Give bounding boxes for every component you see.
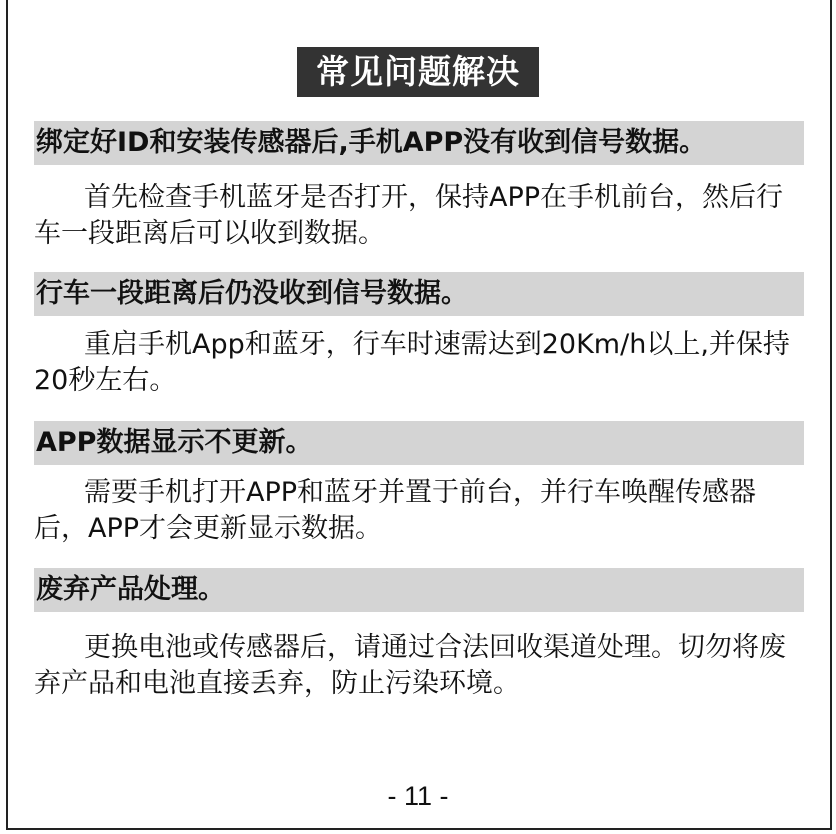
section-body-4: 更换电池或传感器后，请通过合法回收渠道处理。切勿将废弃产品和电池直接丢弃，防止污染环境。 [34,632,786,699]
page-number: - 11 - [387,781,449,811]
section-heading-3: APP数据显示不更新。 [34,421,804,465]
section-heading-1: 绑定好ID和安装传感器后,手机APP没有收到信号数据。 [34,121,804,165]
section-body-2: 重启手机App和蓝牙，行车时速需达到20Km/h以上,并保持20秒左右。 [34,329,790,396]
section-body-1: 首先检查手机蓝牙是否打开，保持APP在手机前台，然后行车一段距离后可以收到数据。 [34,182,784,249]
page-title: 常见问题解决 [297,47,539,97]
section-heading-2: 行车一段距离后仍没收到信号数据。 [34,272,804,316]
section-heading-4: 废弃产品处理。 [34,568,804,612]
section-body-3: 需要手机打开APP和蓝牙并置于前台，并行车唤醒传感器后，APP才会更新显示数据。 [34,477,757,544]
